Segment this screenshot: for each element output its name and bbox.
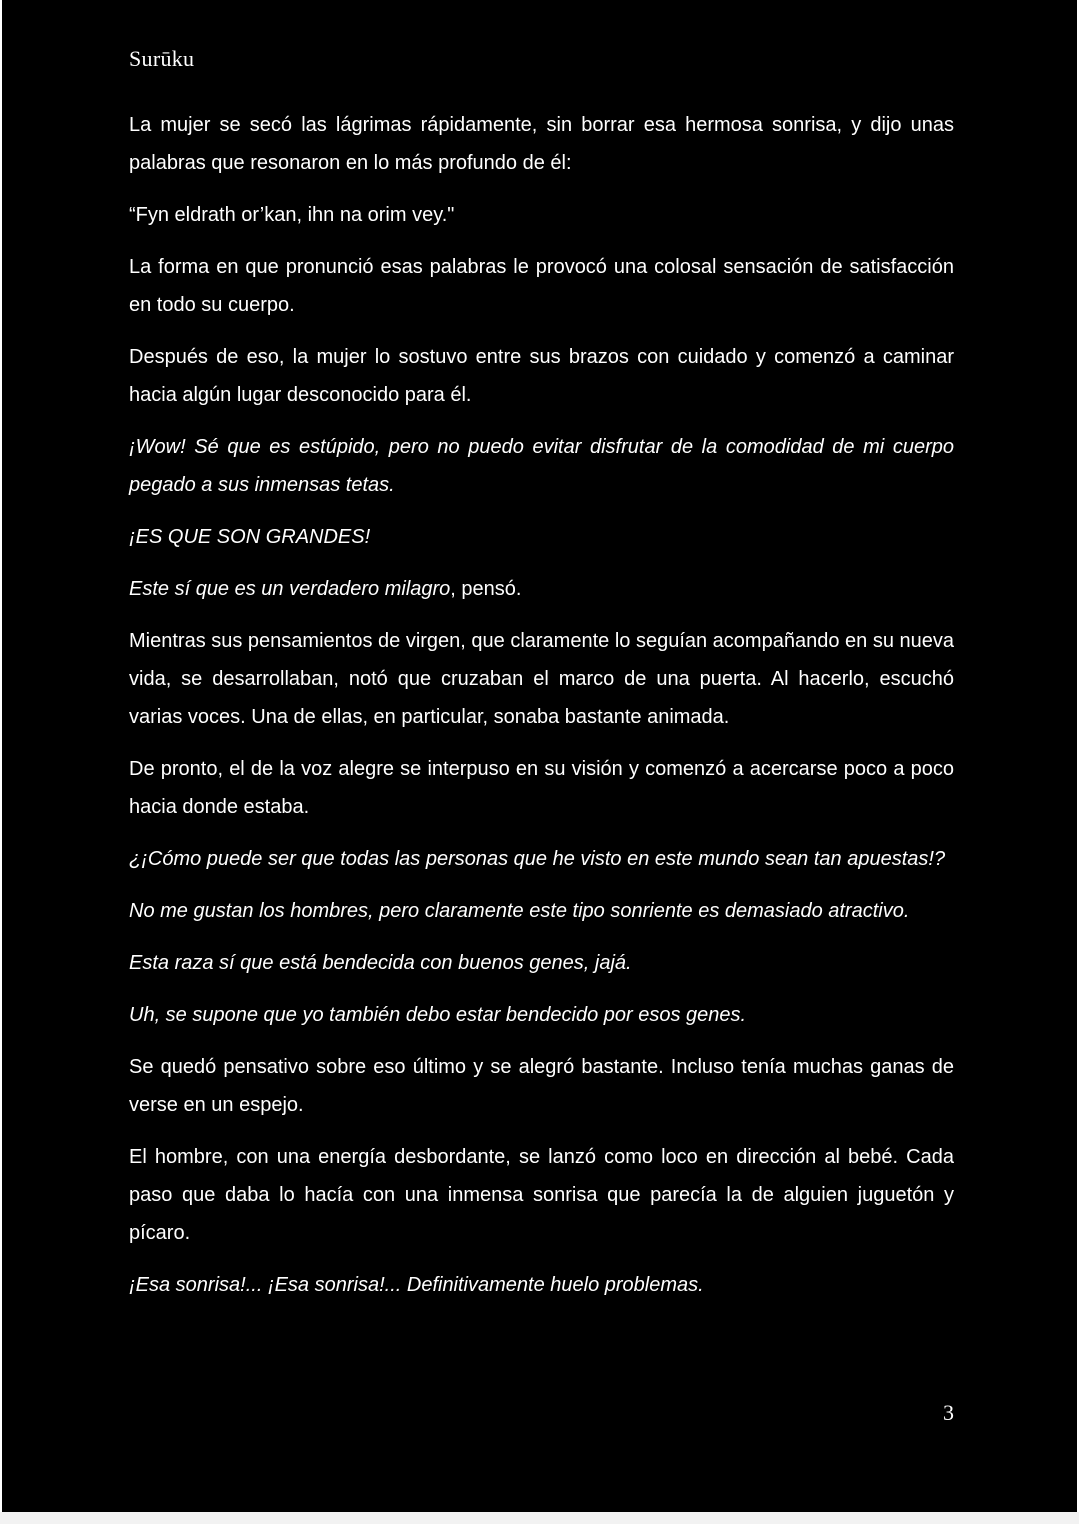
paragraph-thought: Esta raza sí que está bendecida con buenos genes, jajá. <box>129 952 632 974</box>
paragraph: De pronto, el de la voz alegre se interpuso en su visión y comenzó a acercarse poco a poco hacia donde estaba. <box>129 758 954 818</box>
narration-text: , pensó. <box>450 578 522 600</box>
page-bottom-edge <box>0 1512 1079 1524</box>
paragraph: El hombre, con una energía desbordante, se lanzó como loco en dirección al bebé. Cada paso que daba lo hacía con una inmensa sonrisa que parecía la de alguien juguetón y pícaro. <box>129 1146 954 1244</box>
paragraph-thought: ¿¡Cómo puede ser que todas las personas que he visto en este mundo sean tan apuestas!? <box>129 848 946 870</box>
paragraph-thought: ¡ES QUE SON GRANDES! <box>129 526 371 548</box>
paragraph-thought: No me gustan los hombres, pero claramente este tipo sonriente es demasiado atractivo. <box>129 900 910 922</box>
page-body <box>129 106 954 1318</box>
paragraph: “Fyn eldrath or’kan, ihn na orim vey." <box>129 204 455 226</box>
paragraph-mixed <box>129 570 954 608</box>
running-header: Surūku <box>129 46 195 71</box>
paragraph-thought: Uh, se supone que yo también debo estar bendecido por esos genes. <box>129 1004 747 1026</box>
paragraph-thought: ¡Esa sonrisa!... ¡Esa sonrisa!... Definitivamente huelo problemas. <box>129 1274 704 1296</box>
document-page <box>2 0 1077 1512</box>
paragraph: La mujer se secó las lágrimas rápidamente, sin borrar esa hermosa sonrisa, y dijo unas palabras que resonaron en lo más profundo de él: <box>129 114 954 174</box>
paragraph: Mientras sus pensamientos de virgen, que claramente lo seguían acompañando en su nueva vida, se desarrollaban, notó que cruzaban el marco de una puerta. Al hacerlo, escuchó varias voces. Una de ellas, en particular, sonaba bastante animada. <box>129 630 954 728</box>
paragraph-thought: ¡Wow! Sé que es estúpido, pero no puedo evitar disfrutar de la comodidad de mi cuerpo pegado a sus inmensas tetas. <box>129 436 954 496</box>
paragraph: La forma en que pronunció esas palabras le provocó una colosal sensación de satisfacción en todo su cuerpo. <box>129 256 954 316</box>
page-number: 3 <box>943 1400 954 1425</box>
paragraph: Después de eso, la mujer lo sostuvo entre sus brazos con cuidado y comenzó a caminar hacia algún lugar desconocido para él. <box>129 346 954 406</box>
paragraph: Se quedó pensativo sobre eso último y se alegró bastante. Incluso tenía muchas ganas de verse en un espejo. <box>129 1056 954 1116</box>
thought-text: Este sí que es un verdadero milagro <box>129 578 451 600</box>
